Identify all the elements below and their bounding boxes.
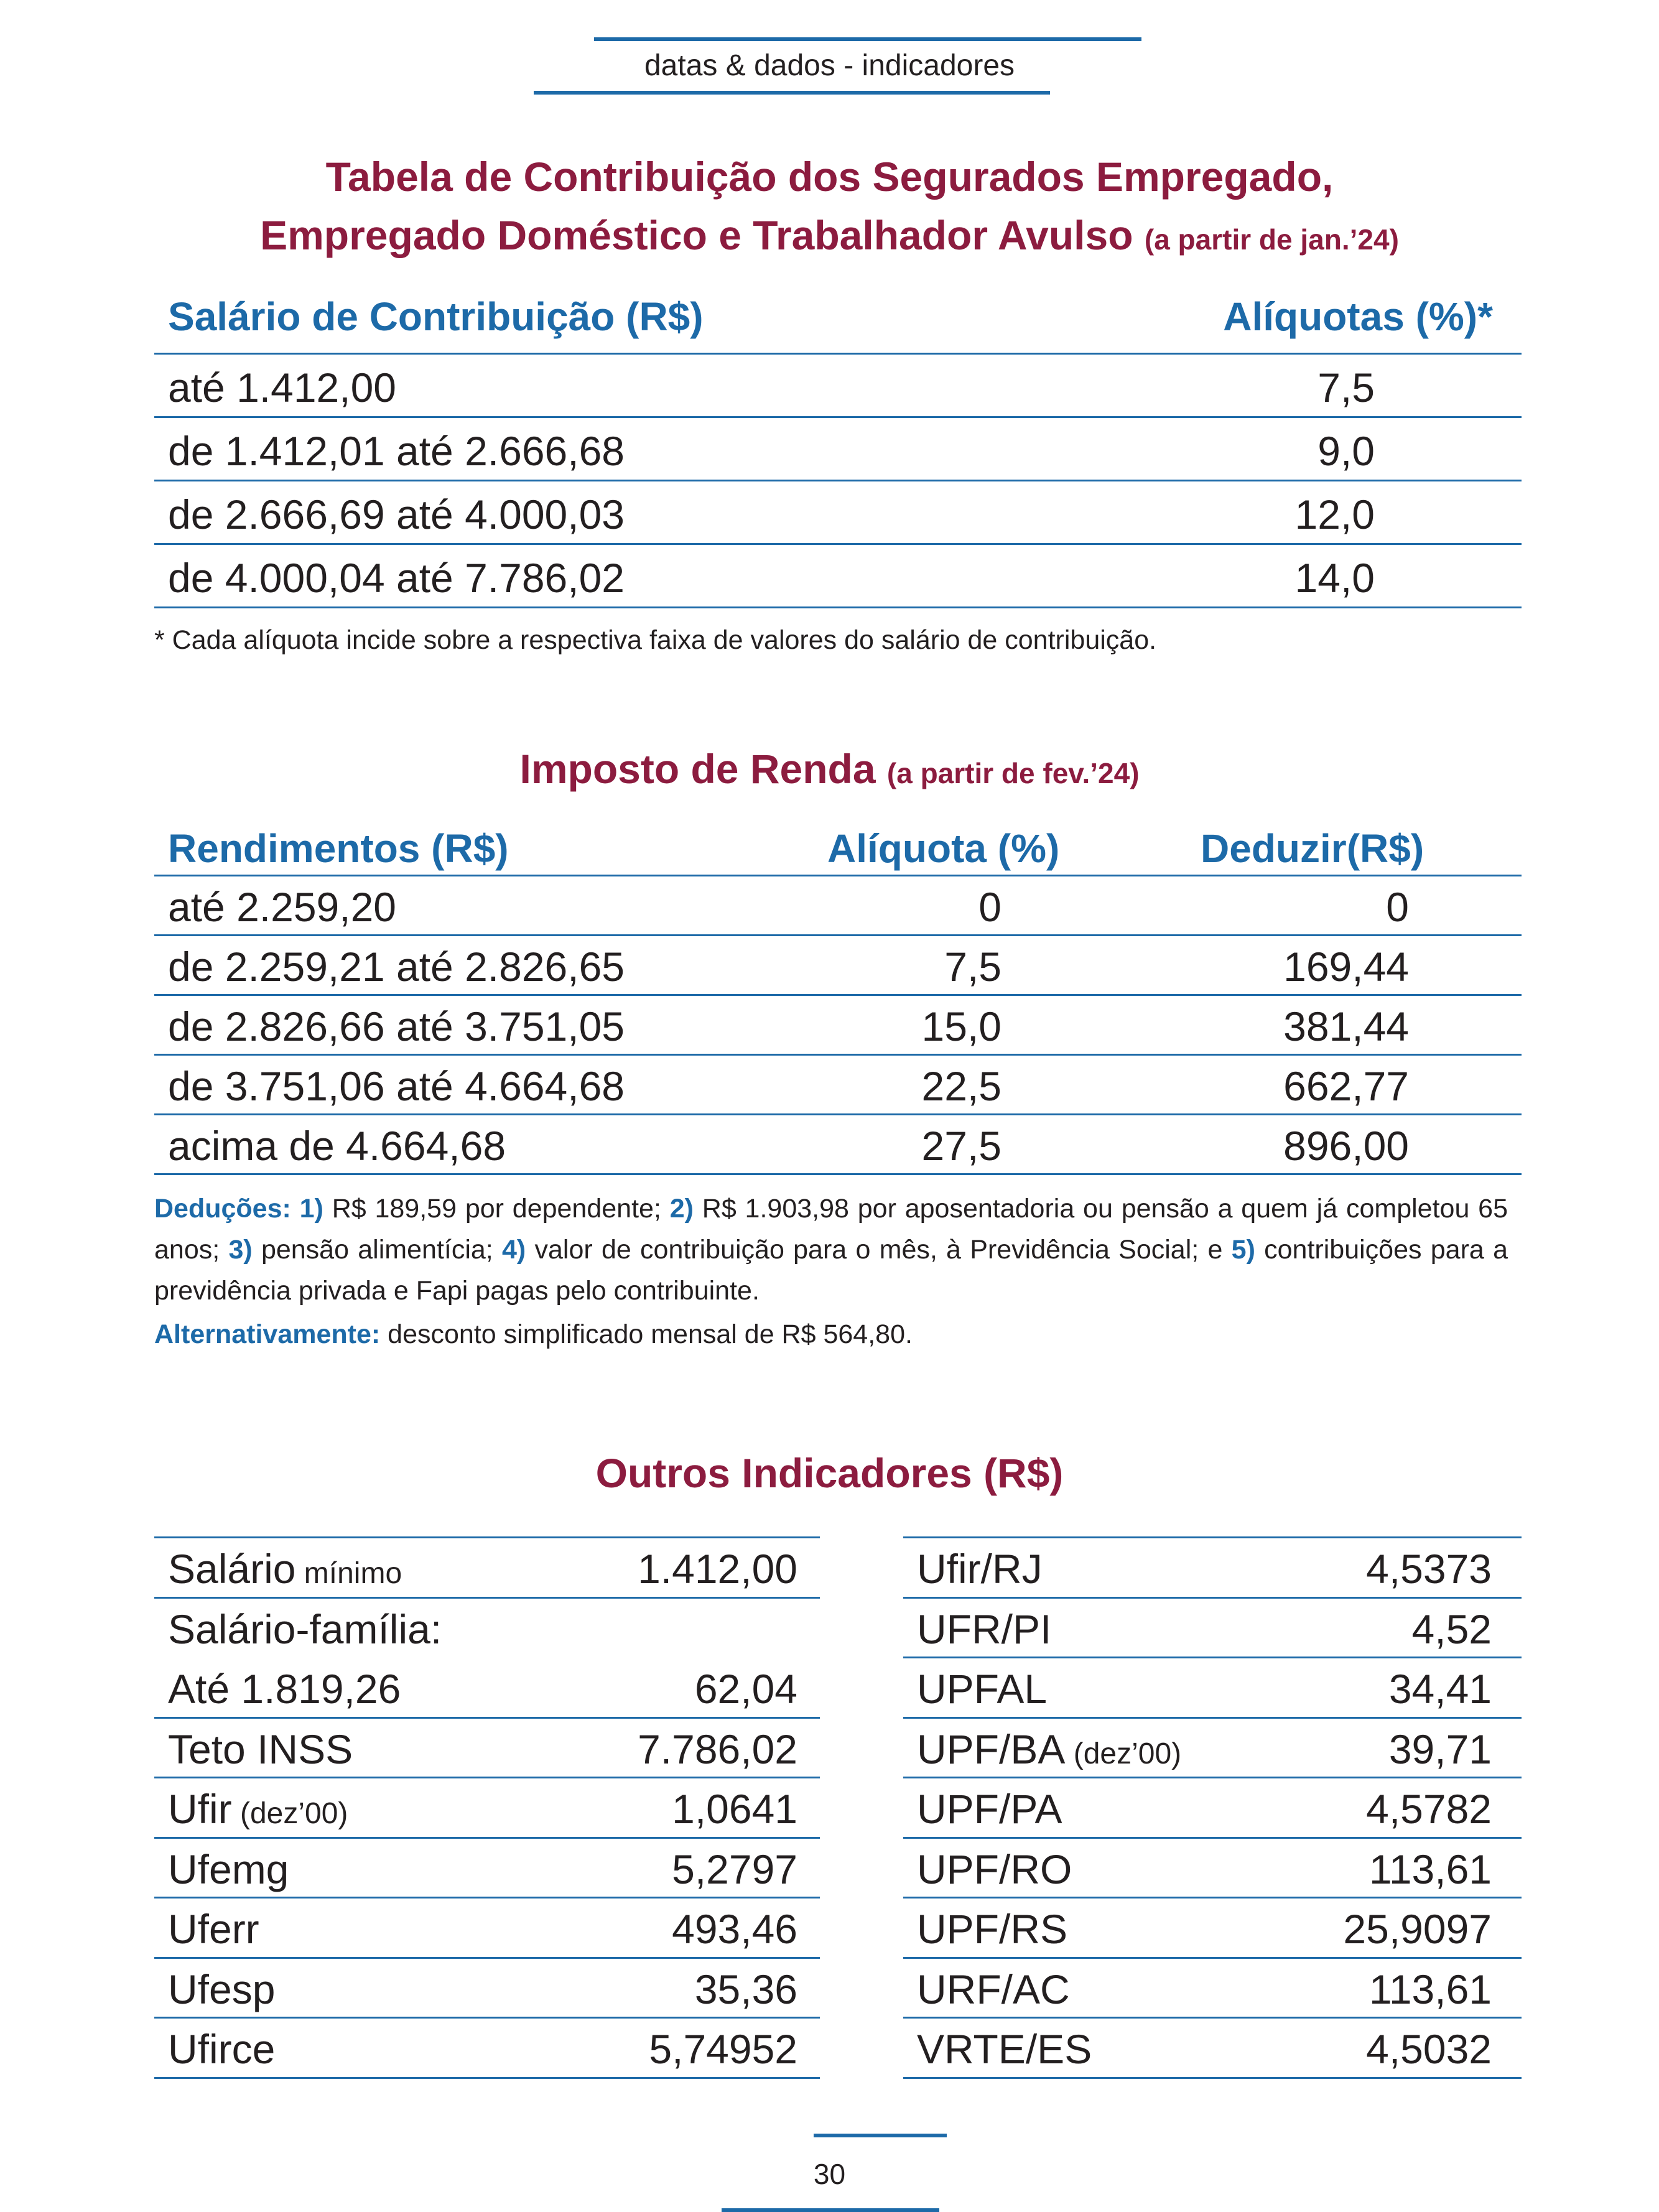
outros-right-name [917, 1726, 1181, 1773]
header-rule-top [594, 37, 1141, 41]
outros-right-name-text: VRTE/ES [917, 2026, 1092, 2072]
outros-left-name [168, 1905, 259, 1953]
inss-row-line [154, 416, 1522, 418]
outros-left-value: 493,46 [672, 1906, 797, 1952]
outros-right-name [917, 1905, 1067, 1953]
outros-right-value: 113,61 [1369, 1846, 1492, 1892]
ir-row-range: de 2.826,66 até 3.751,05 [168, 1003, 625, 1049]
ir-row-line [154, 1173, 1522, 1175]
inss-title-line1: Tabela de Contribuição dos Segurados Empregado, [325, 154, 1334, 200]
outros-right-name-text: UPF/RO [917, 1846, 1072, 1892]
outros-right-row-line [903, 1777, 1522, 1778]
inss-row-rate: 9,0 [1317, 428, 1375, 474]
outros-right-row-line [903, 1957, 1522, 1959]
outros-left-name-sub: (dez’00) [231, 1797, 348, 1830]
ir-row-range: acima de 4.664,68 [168, 1123, 506, 1169]
ir-row-line [154, 1054, 1522, 1056]
outros-left-name [168, 2025, 275, 2073]
outros-right-name-text: UPFAL [917, 1666, 1048, 1712]
inss-row-range: de 4.000,04 até 7.786,02 [168, 555, 625, 601]
outros-left-name [168, 1726, 353, 1773]
outros-right-value: 4,5032 [1366, 2026, 1492, 2072]
ir-row-line [154, 934, 1522, 936]
ir-alternative-label: Alternativamente: [154, 1319, 381, 1349]
outros-right-name [917, 1966, 1070, 2013]
outros-left-value: 5,74952 [649, 2026, 797, 2072]
ir-col-rate: Alíquota (%) [827, 826, 1060, 871]
footer-rule-bottom [722, 2208, 939, 2212]
outros-left-name-text: Até 1.819,26 [168, 1666, 401, 1712]
outros-left-name [168, 1966, 275, 2013]
ir-deductions [154, 1188, 1508, 1311]
ir-row-range: de 3.751,06 até 4.664,68 [168, 1063, 625, 1109]
inss-title-line2-text: Empregado Doméstico e Trabalhador Avulso [260, 212, 1133, 258]
outros-right-name-text: UFR/PI [917, 1606, 1052, 1652]
outros-left-row-line [154, 1897, 820, 1898]
outros-right-name [917, 1665, 1047, 1712]
footer-rule-top [814, 2134, 947, 2137]
outros-left-row-line [154, 1777, 820, 1778]
ir-row-deduct: 381,44 [1283, 1003, 1409, 1049]
outros-right-value: 39,71 [1388, 1726, 1492, 1772]
ir-row-deduct: 662,77 [1283, 1063, 1409, 1109]
outros-left-value: 62,04 [694, 1666, 797, 1712]
outros-left-row-line [154, 1837, 820, 1839]
ir-row-deduct: 169,44 [1283, 944, 1409, 990]
ir-ded-t4: valor de contribuição para o mês, à Previdência Social; e [526, 1235, 1232, 1265]
ir-header-line [154, 875, 1522, 876]
outros-left-name [168, 1545, 402, 1592]
outros-right-name [917, 1606, 1051, 1653]
inss-title-line2 [0, 205, 1659, 269]
outros-left-row-line [154, 1957, 820, 1959]
outros-right-value: 34,41 [1388, 1666, 1492, 1712]
outros-right-value: 25,9097 [1343, 1906, 1492, 1952]
ir-row-deduct: 0 [1386, 884, 1409, 930]
outros-left-row-line [154, 2017, 820, 2019]
ir-ded-t5: contribuições para a previdência privada e Fapi pagas pelo contribuinte. [154, 1235, 1508, 1306]
outros-left-name-text: Ufesp [168, 1966, 276, 2012]
outros-left-name-sub: mínimo [295, 1557, 402, 1590]
outros-left-name-text: Salário-família: [168, 1606, 442, 1652]
inss-row-line [154, 606, 1522, 608]
ir-ded-t1: R$ 189,59 por dependente; [323, 1194, 670, 1224]
ir-ded-t3: pensão alimentícia; [252, 1235, 502, 1265]
inss-row-range: de 1.412,01 até 2.666,68 [168, 428, 625, 474]
inss-row-range: de 2.666,69 até 4.000,03 [168, 491, 625, 537]
outros-left-name-text: Teto INSS [168, 1726, 353, 1772]
outros-right-name [917, 1846, 1072, 1893]
inss-col-rate: Alíquotas (%)* [1223, 294, 1493, 339]
outros-right-row-line [903, 1657, 1522, 1658]
ir-ded-n5: 5) [1231, 1235, 1255, 1265]
outros-right-name-text: UPF/RS [917, 1906, 1068, 1952]
inss-row-rate: 14,0 [1294, 555, 1375, 601]
section-header: datas & dados - indicadores [644, 49, 1015, 82]
ir-row-line [154, 994, 1522, 996]
outros-right-row-line [903, 1837, 1522, 1839]
outros-right-name-text: UPF/PA [917, 1786, 1062, 1832]
inss-header-line [154, 353, 1522, 355]
outros-right-row-line [903, 2017, 1522, 2019]
inss-row-line [154, 480, 1522, 481]
outros-left-name [168, 1665, 401, 1712]
header-rule-bottom [534, 91, 1050, 95]
ir-deductions-label: Deduções: [154, 1194, 291, 1224]
outros-right-row-line [903, 1717, 1522, 1719]
outros-right-value: 4,5782 [1366, 1786, 1492, 1832]
ir-row-rate: 0 [978, 884, 1001, 930]
outros-left-name-text: Salário [168, 1546, 296, 1592]
ir-row-rate: 22,5 [921, 1063, 1001, 1109]
ir-ded-n2: 2) [669, 1194, 694, 1224]
ir-alternative-text: desconto simplificado mensal de R$ 564,80. [380, 1319, 913, 1349]
outros-right-row-line [903, 1597, 1522, 1599]
ir-row-line [154, 1113, 1522, 1115]
outros-left-row-line [154, 1717, 820, 1719]
ir-row-rate: 27,5 [921, 1123, 1001, 1169]
ir-title-text: Imposto de Renda [519, 746, 876, 792]
ir-row-range: até 2.259,20 [168, 884, 396, 930]
outros-left-value: 35,36 [694, 1966, 797, 2012]
outros-right-value: 113,61 [1369, 1966, 1492, 2012]
outros-right-name [917, 1545, 1043, 1592]
outros-left-name-text: Uferr [168, 1906, 259, 1952]
outros-left-value: 1.412,00 [638, 1546, 797, 1592]
ir-alternative [154, 1314, 1508, 1355]
outros-left-name [168, 1846, 289, 1893]
inss-row-range: até 1.412,00 [168, 365, 396, 411]
ir-title [0, 739, 1659, 803]
inss-title-note: (a partir de jan.’24) [1144, 223, 1399, 256]
outros-right-name-text: UPF/BA [917, 1726, 1066, 1772]
outros-left-name [168, 1606, 442, 1653]
inss-row-rate: 7,5 [1317, 365, 1375, 411]
outros-right-name [917, 2025, 1092, 2073]
outros-left-value: 7.786,02 [638, 1726, 797, 1772]
ir-row-range: de 2.259,21 até 2.826,65 [168, 944, 625, 990]
ir-col-income: Rendimentos (R$) [168, 826, 509, 871]
ir-ded-n4: 4) [502, 1235, 526, 1265]
outros-right-name-text: URF/AC [917, 1966, 1070, 2012]
ir-col-deduct: Deduzir(R$) [1201, 826, 1424, 871]
outros-left-name [168, 1785, 348, 1833]
outros-right-row-line [903, 2077, 1522, 2079]
outros-left-name-text: Ufemg [168, 1846, 289, 1892]
ir-ded-n1: 1) [299, 1194, 323, 1224]
outros-left-row-line [154, 1597, 820, 1599]
inss-footnote: * Cada alíquota incide sobre a respectiva faixa de valores do salário de contribuição. [154, 625, 1157, 655]
ir-row-rate: 15,0 [921, 1003, 1001, 1049]
outros-left-row-line [154, 2077, 820, 2079]
ir-ded-t2: R$ 1.903,98 por aposentadoria ou pensão a quem já completou 65 anos; [154, 1194, 1508, 1265]
outros-left-top-line [154, 1536, 820, 1538]
inss-row-rate: 12,0 [1294, 491, 1375, 537]
outros-right-value: 4,5373 [1366, 1546, 1492, 1592]
outros-left-name-text: Ufirce [168, 2026, 276, 2072]
inss-col-salary: Salário de Contribuição (R$) [168, 294, 704, 339]
outros-right-value: 4,52 [1411, 1606, 1492, 1652]
ir-title-note: (a partir de fev.’24) [886, 757, 1140, 789]
outros-right-name [917, 1785, 1062, 1833]
outros-right-top-line [903, 1536, 1522, 1538]
outros-left-name-text: Ufir [168, 1786, 232, 1832]
outros-left-value: 5,2797 [672, 1846, 797, 1892]
ir-row-deduct: 896,00 [1283, 1123, 1409, 1169]
page-number: 30 [813, 2158, 846, 2190]
outros-right-name-text: Ufir/RJ [917, 1546, 1043, 1592]
outros-right-name-sub: (dez’00) [1065, 1737, 1182, 1770]
outros-left-value: 1,0641 [672, 1786, 797, 1832]
inss-row-line [154, 543, 1522, 545]
outros-right-row-line [903, 1897, 1522, 1898]
ir-row-rate: 7,5 [944, 944, 1001, 990]
outros-title: Outros Indicadores (R$) [595, 1450, 1064, 1496]
ir-ded-n3: 3) [228, 1235, 253, 1265]
